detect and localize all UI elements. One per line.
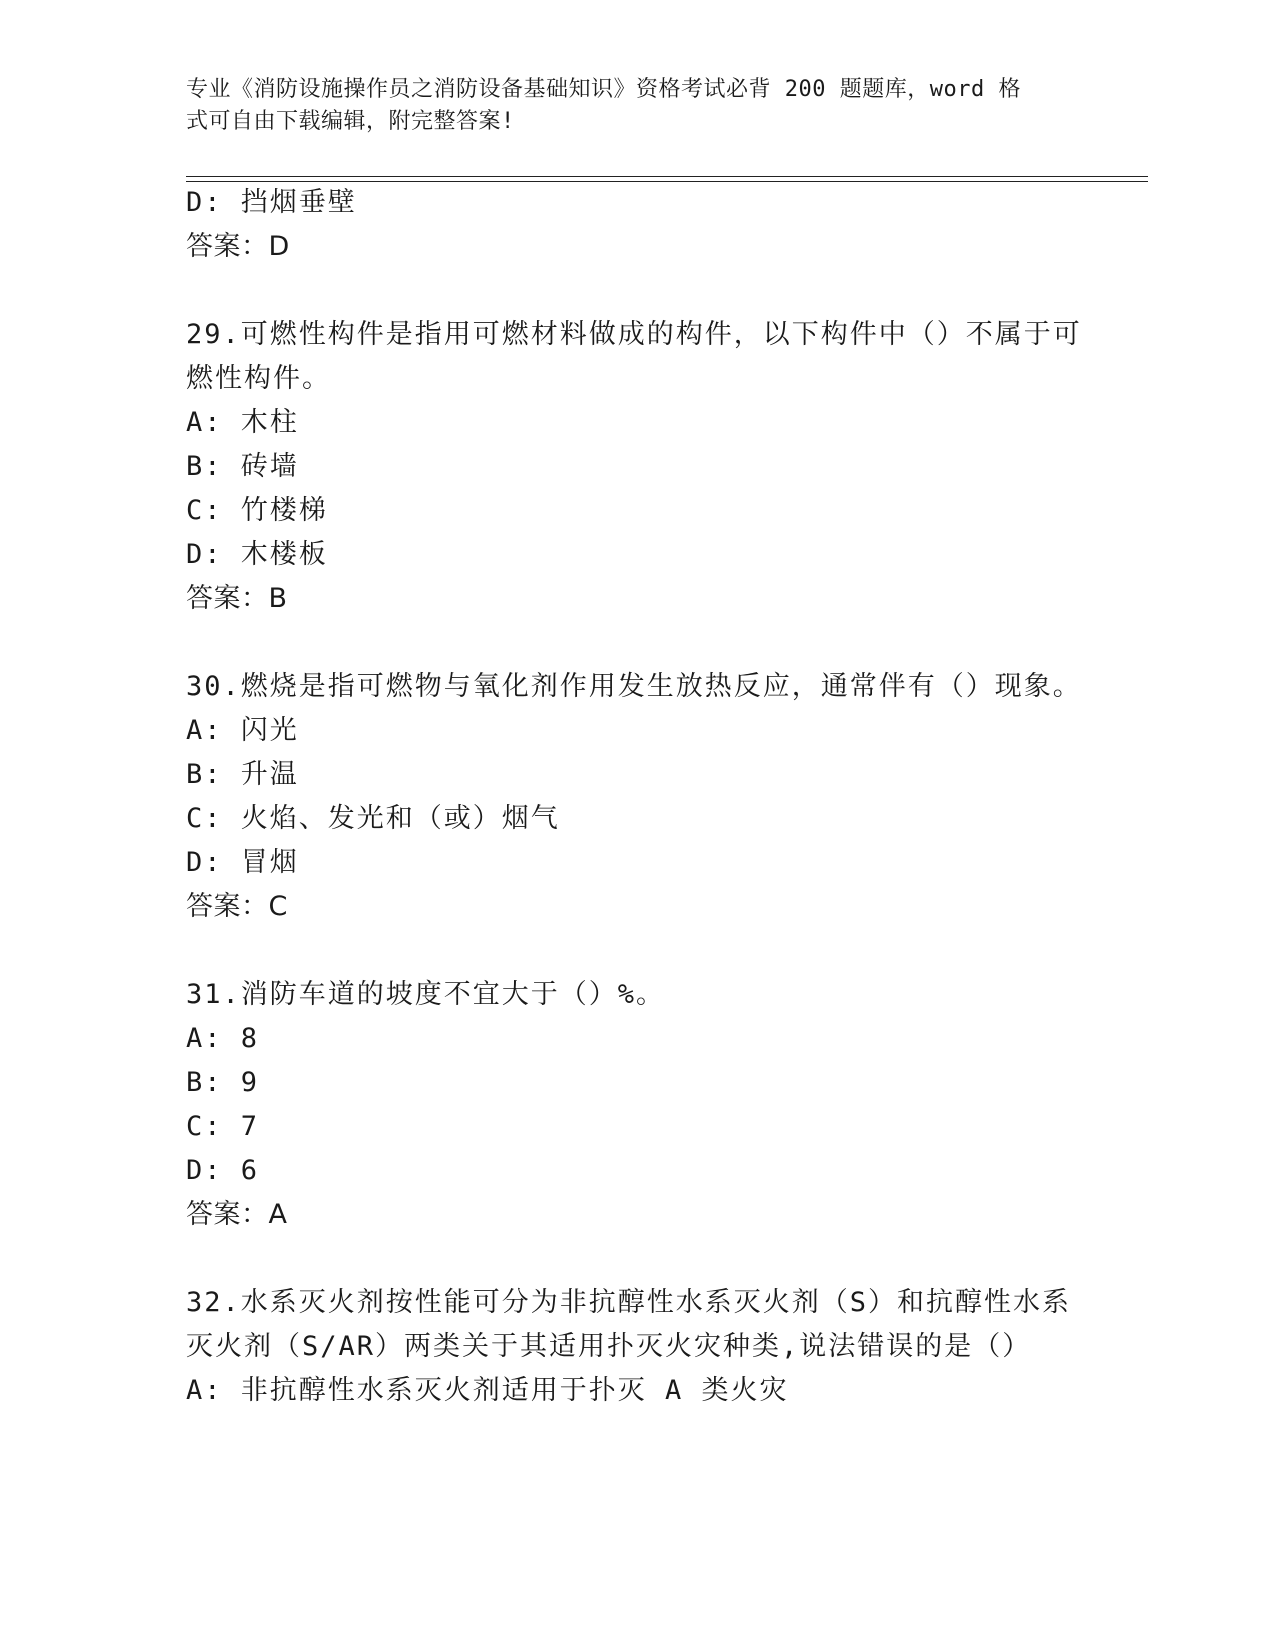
q30-answer: 答案：C: [186, 891, 288, 922]
q29-stem-line-2: 燃性构件。: [186, 363, 331, 394]
q31-answer: 答案：A: [186, 1199, 288, 1230]
q32-stem-line-1: 32.水系灭火剂按性能可分为非抗醇性水系灭火剂（S）和抗醇性水系: [186, 1287, 1072, 1318]
q31-option-b: B: 9: [186, 1067, 260, 1098]
q32-stem-line-2: 灭火剂（S/AR）两类关于其适用扑灭火灾种类,说法错误的是（）: [186, 1331, 1032, 1362]
q30-option-b: B: 升温: [186, 759, 299, 790]
header-line-1: 专业《消防设施操作员之消防设备基础知识》资格考试必背 200 题题库，word 格: [186, 77, 1021, 102]
q30-option-a: A: 闪光: [186, 715, 299, 746]
q29-option-a: A: 木柱: [186, 407, 299, 438]
document-header: [186, 74, 1066, 138]
q30-stem-line-1: 30.燃烧是指可燃物与氧化剂作用发生放热反应，通常伴有（）现象。: [186, 671, 1082, 702]
q31-option-c: C: 7: [186, 1111, 260, 1142]
q29-stem-line-1: 29.可燃性构件是指用可燃材料做成的构件，以下构件中（）不属于可: [186, 319, 1082, 350]
prev-option-d: D: 挡烟垂壁: [186, 187, 357, 218]
q29-option-d: D: 木楼板: [186, 539, 328, 570]
header-divider-bottom: [186, 181, 1148, 182]
q29-option-c: C: 竹楼梯: [186, 495, 328, 526]
q31-option-d: D: 6: [186, 1155, 260, 1186]
q29-answer: 答案：B: [186, 583, 288, 614]
q32-option-a: A: 非抗醇性水系灭火剂适用于扑灭 A 类火灾: [186, 1375, 789, 1406]
q31-option-a: A: 8: [186, 1023, 260, 1054]
header-divider-top: [186, 176, 1148, 177]
q31-stem-line-1: 31.消防车道的坡度不宜大于（）%。: [186, 979, 666, 1010]
q30-option-c: C: 火焰、发光和（或）烟气: [186, 803, 560, 834]
prev-answer: 答案：D: [186, 231, 290, 262]
q30-option-d: D: 冒烟: [186, 847, 299, 878]
q29-option-b: B: 砖墙: [186, 451, 299, 482]
header-line-2: 式可自由下载编辑，附完整答案!: [186, 109, 515, 134]
